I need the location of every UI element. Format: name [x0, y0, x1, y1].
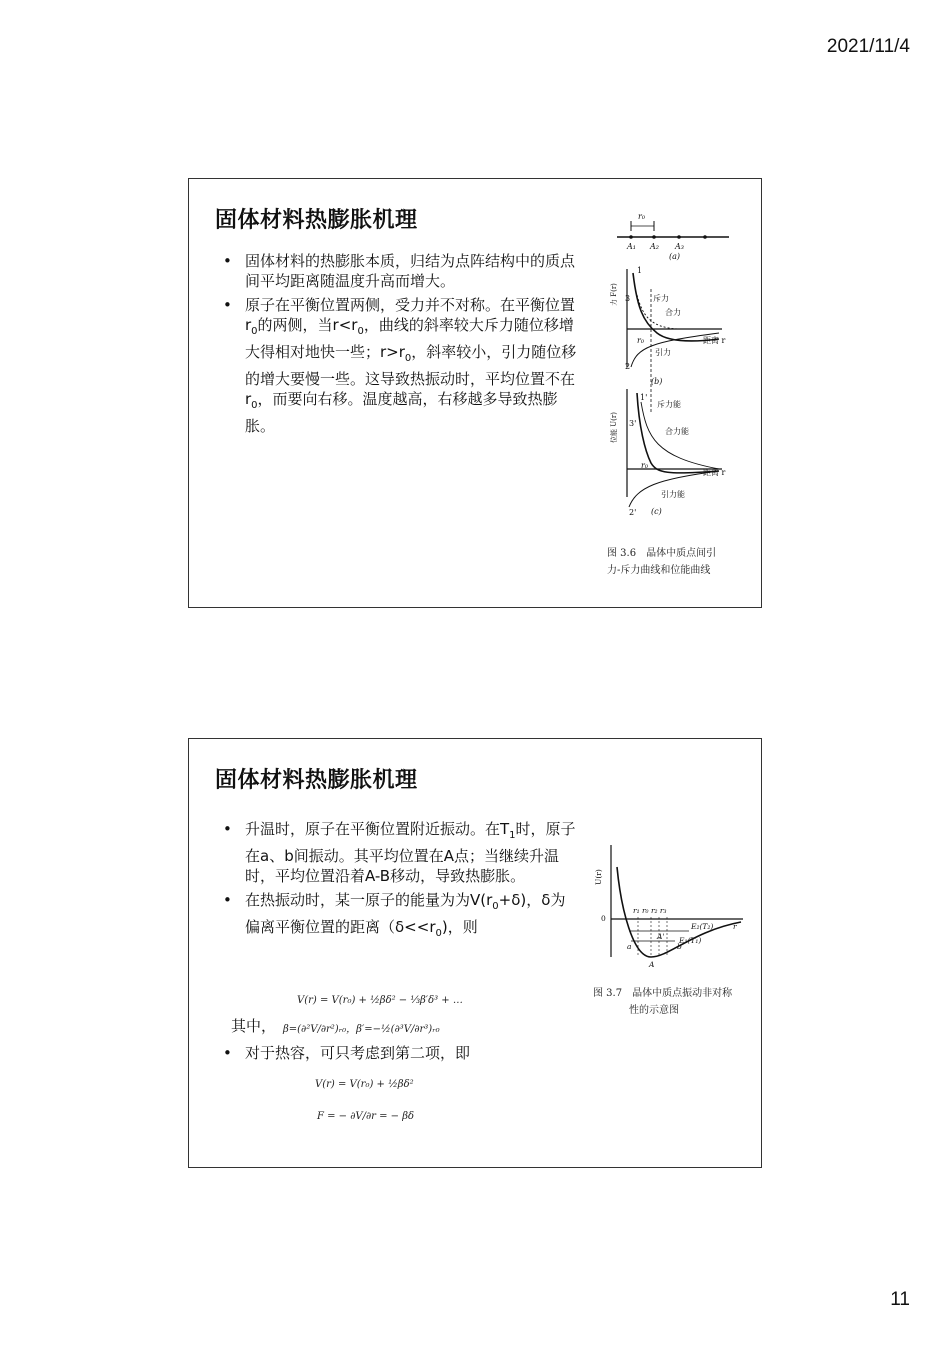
- label-r-ticks: r₁ r₀ r₂ r₃: [633, 906, 667, 915]
- label-distance: 距离 r: [703, 336, 726, 345]
- subscript: 0: [251, 326, 258, 337]
- slide-1-bullets: [221, 251, 577, 440]
- label-attractive: 引力: [655, 348, 671, 357]
- label-r0: r₀: [638, 212, 646, 221]
- bullet-dot-icon: •: [223, 891, 232, 909]
- label-2: 2: [625, 362, 631, 371]
- bullet-text: 的两侧，当r<r: [257, 316, 358, 334]
- bullet-text: ，曲线的斜率较大斥力随位移增大得相对地快一些；r>r: [245, 316, 574, 361]
- label-force-axis: 力 F(r): [610, 283, 618, 306]
- bullet-item: [221, 1043, 577, 1063]
- bullet-text: 原子在平衡位置两侧，受力并不对称。在平衡位置r: [245, 296, 576, 334]
- bullet-dot-icon: •: [223, 820, 232, 838]
- label-E2: E₂(T₂): [691, 922, 714, 931]
- label-3: 3: [625, 294, 631, 303]
- bullet-dot-icon: •: [223, 252, 232, 270]
- figure-3-6-caption: [607, 545, 757, 579]
- bullet-text: ，斜率较小，引力随位移的增大要慢一些。这导致热振动时，平均位置不在r: [245, 343, 577, 408]
- subscript: 0: [357, 326, 364, 337]
- page-number: 11: [890, 1289, 910, 1310]
- label-A3: A₃: [675, 242, 684, 251]
- slide-2-bullets-b: [221, 1043, 577, 1067]
- label-1: 1: [637, 266, 643, 275]
- caption-line: 图 3.7 晶体中质点振动非对称: [593, 988, 733, 999]
- caption-line: 图 3.6 晶体中质点间引: [607, 548, 717, 559]
- label-A1: A₁: [627, 242, 636, 251]
- bullet-text: 升温时，原子在平衡位置附近振动。在T: [245, 820, 510, 838]
- label-distance-c: 距离 r: [703, 468, 726, 477]
- bullet-dot-icon: •: [223, 296, 232, 314]
- equation-force: F = − ∂V/∂r = − βδ: [317, 1111, 415, 1122]
- bullet-text: +δ)，δ为偏离平衡位置的距离（δ<<r: [245, 891, 566, 936]
- bullet-text: ，而要向右移。温度越高，右移越多导致热膨胀。: [245, 390, 558, 435]
- subscript: 0: [404, 353, 412, 364]
- slide-2: [188, 738, 762, 1168]
- label-b: b: [677, 942, 682, 951]
- slide-1-title: 固体材料热膨胀机理: [215, 208, 418, 233]
- equation-beta: β=(∂²V/∂r²)ᵣ₀，β′=−½(∂³V/∂r³)ᵣ₀: [283, 1024, 440, 1035]
- figure-3-7: [593, 839, 749, 979]
- label-E1: E₁(T₁): [679, 936, 702, 945]
- bullet-dot-icon: •: [223, 1044, 232, 1062]
- figure-3-6: [607, 207, 752, 517]
- bullet-item: [221, 251, 577, 291]
- slide-2-title: 固体材料热膨胀机理: [215, 768, 418, 793]
- bullet-item: [221, 819, 577, 886]
- label-repulsive: 斥力: [653, 294, 669, 303]
- caption-line: 力-斥力曲线和位能曲线: [607, 565, 711, 576]
- bullet-text: )，则: [441, 918, 478, 936]
- equation-harmonic: V(r) = V(r₀) + ½βδ²: [315, 1079, 414, 1090]
- bullet-item: [221, 890, 577, 944]
- label-b: (b): [651, 377, 663, 386]
- slide-1: [188, 178, 762, 608]
- figure-3-7-caption: [593, 985, 753, 1019]
- bullet-text: 对于热容，可只考虑到第二项，即: [245, 1044, 471, 1062]
- label-r: r: [733, 922, 737, 931]
- subscript: 0: [251, 400, 258, 411]
- label-Ap: A': [657, 932, 665, 941]
- label-res-energy: 合力能: [665, 427, 689, 436]
- bullet-text: 在热振动时，某一原子的能量为为V(r: [245, 891, 493, 909]
- label-1p: 1': [640, 393, 648, 402]
- caption-line: 性的示意图: [629, 1005, 679, 1016]
- subscript: 1: [509, 830, 516, 841]
- slide-2-bullets: [221, 819, 577, 948]
- label-resultant: 合力: [665, 308, 681, 317]
- bullet-text: 时，原子在a、b间振动。其平均位置在A点；当继续升温时，平均位置沿着A-B移动，导致热膨胀。: [245, 820, 576, 885]
- label-A: A: [649, 960, 655, 969]
- bullet-item: [221, 295, 577, 436]
- subscript: 0: [435, 928, 442, 939]
- label-A2: A₂: [650, 242, 659, 251]
- label-zero: 0: [601, 914, 606, 923]
- label-energy-axis: 位能 U(r): [610, 412, 618, 443]
- label-U: U(r): [594, 869, 603, 885]
- subscript: 0: [492, 901, 499, 912]
- label-att-energy: 引力能: [661, 490, 685, 499]
- label-r0-b: r₀: [637, 336, 645, 345]
- label-3p: 3': [629, 419, 637, 428]
- label-r0-c: r₀: [641, 461, 649, 470]
- where-label: 其中，: [231, 1017, 277, 1035]
- label-rep-energy: 斥力能: [657, 400, 681, 409]
- label-a: (a): [669, 252, 681, 261]
- page-date: 2021/11/4: [826, 36, 910, 57]
- label-2p: 2': [629, 508, 637, 517]
- bullet-text: 固体材料的热膨胀本质，归结为点阵结构中的质点间平均距离随温度升高而增大。: [245, 252, 576, 290]
- equation-expansion: V(r) = V(r₀) + ½βδ² − ⅓β′δ³ + …: [297, 995, 463, 1006]
- label-a: a: [627, 942, 632, 951]
- label-c: (c): [651, 507, 662, 516]
